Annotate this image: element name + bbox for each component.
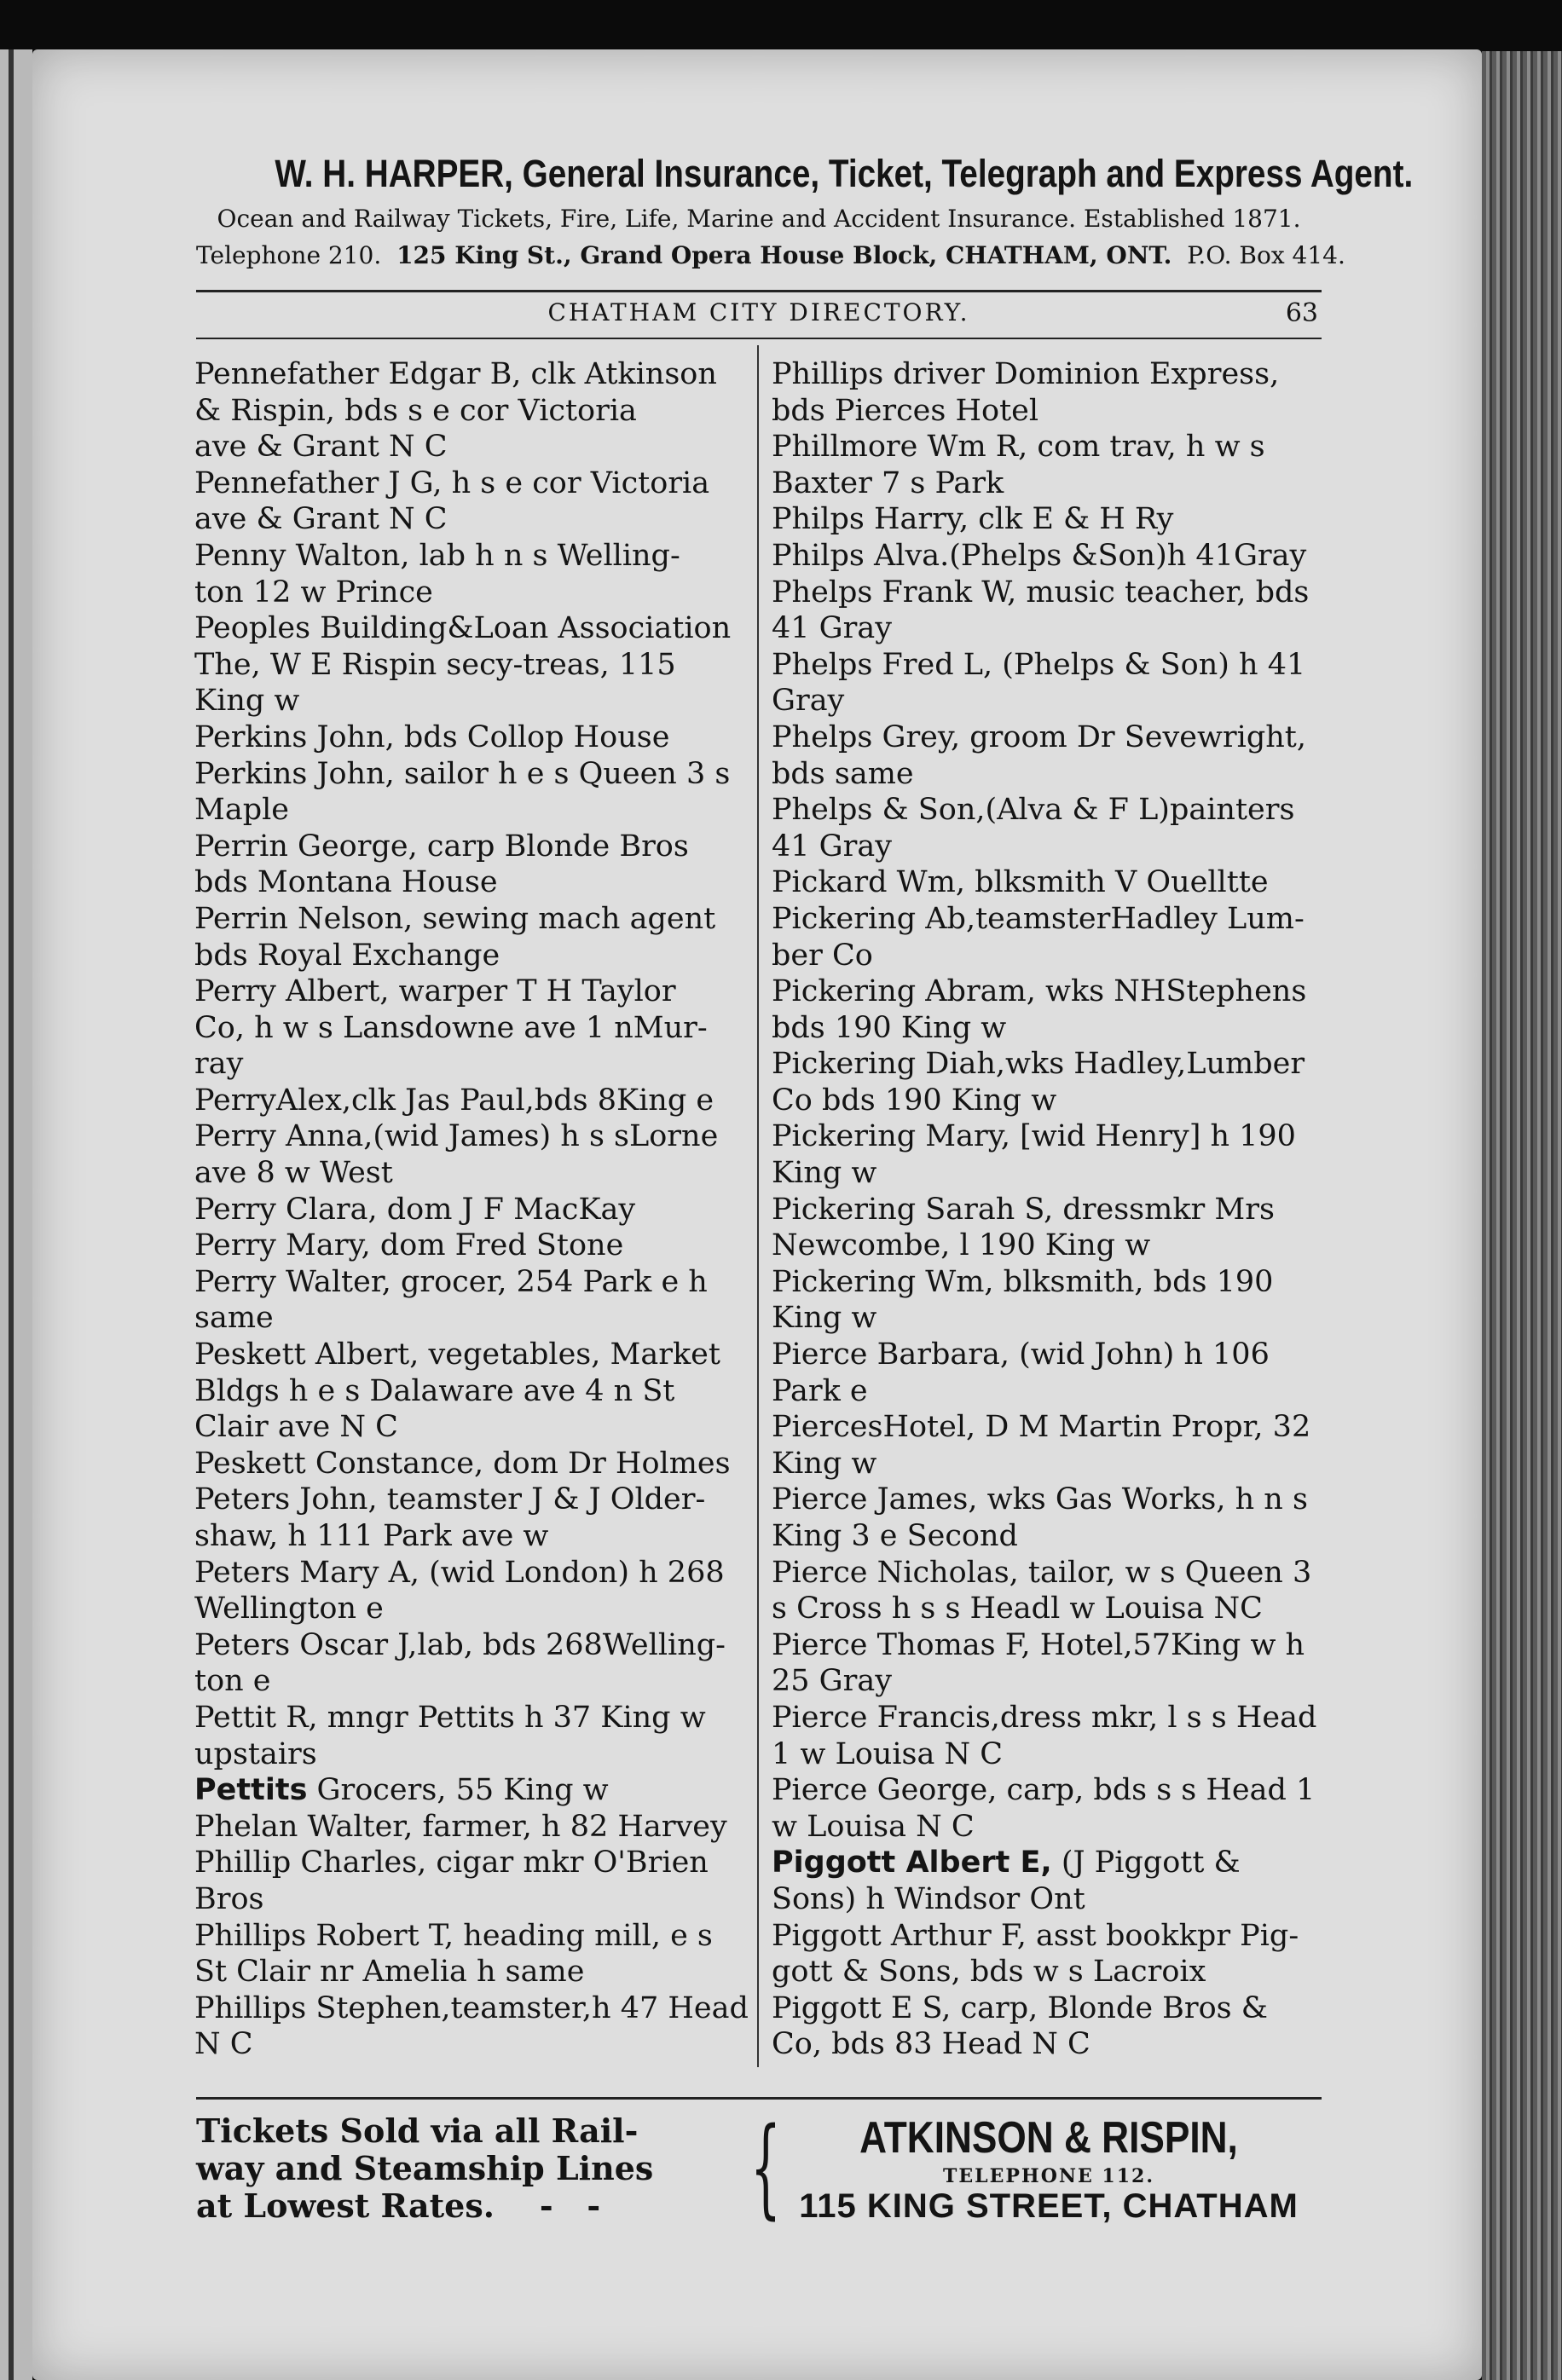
entry-continuation-line: & Rispin, bds s e cor Victoria (194, 393, 637, 428)
entry-line: Peskett Albert, vegetables, Market (194, 1337, 720, 1372)
entry-continuation-line: Wellington e (194, 1591, 384, 1626)
entry-line: Pierce Barbara, (wid John) h 106 (772, 1337, 1270, 1372)
entry-continuation-line: King w (772, 1446, 877, 1481)
directory-entry (772, 1046, 1326, 1118)
entry-continuation-line: ber Co (772, 938, 873, 973)
entry-continuation-line: Clair ave N C (194, 1410, 398, 1445)
entry-continuation-line: bds Pierces Hotel (772, 393, 1039, 428)
directory-entry (772, 864, 1326, 901)
directory-entry (194, 1264, 749, 1337)
directory-entry (772, 1627, 1326, 1700)
entry-continuation-line: ton e (194, 1664, 271, 1699)
entry-line: Philps Alva.(Phelps &Son)h 41Gray (772, 538, 1307, 573)
entry-line: Grocers, 55 King w (307, 1773, 609, 1808)
entry-continuation-line: bds same (772, 756, 914, 791)
directory-entry (772, 901, 1326, 973)
directory-entry (772, 1772, 1326, 1845)
entry-line: Perkins John, sailor h e s Queen 3 s (194, 756, 731, 791)
entry-line: Pettit R, mngr Pettits h 37 King w (194, 1700, 706, 1735)
directory-entry (194, 1228, 749, 1264)
entry-continuation-line: Bldgs h e s Dalaware ave 4 n St (194, 1373, 675, 1408)
entry-continuation-line: Co, bds 83 Head N C (772, 2027, 1091, 2062)
entry-line: Phelan Walter, farmer, h 82 Harvey (194, 1809, 727, 1844)
directory-entry (194, 901, 749, 973)
footer-ad-firm-name: ATKINSON & RISPIN, (859, 2113, 1238, 2163)
directory-entry (194, 756, 749, 829)
entry-continuation-line: Gray (772, 684, 845, 719)
page-stack-edge (1482, 51, 1562, 2380)
footer-ad-left-line1: Tickets Sold via all Rail- (196, 2111, 639, 2150)
directory-entry (772, 1409, 1326, 1482)
running-head-title: CHATHAM CITY DIRECTORY. (547, 298, 970, 326)
header-ad-line1: Ocean and Railway Tickets, Fire, Life, Marine and Accident Insurance. Established 1871. (217, 205, 1301, 233)
entry-line: Pickering Sarah S, dressmkr Mrs (772, 1192, 1275, 1227)
entry-continuation-line: Baxter 7 s Park (772, 465, 1004, 500)
entry-continuation-line: King w (772, 1301, 877, 1336)
entry-line: Pickering Ab,teamsterHadley Lum- (772, 901, 1305, 936)
entry-continuation-line: The, W E Rispin secy-treas, 115 (194, 647, 676, 682)
header-rule-bottom (196, 338, 1322, 339)
entry-line: Phillips Robert T, heading mill, e s (194, 1918, 713, 1953)
directory-entry (772, 538, 1326, 575)
footer-brace: { (750, 2105, 782, 2230)
directory-entry (194, 356, 749, 465)
entry-line: Pickering Wm, blksmith, bds 190 (772, 1264, 1274, 1299)
directory-entry (194, 829, 749, 901)
directory-entry (194, 1446, 749, 1482)
entry-line: Pickering Abram, wks NHStephens (772, 974, 1307, 1009)
entry-line: Phillmore Wm R, com trav, h w s (772, 430, 1265, 465)
directory-entry (194, 1118, 749, 1191)
directory-entry (772, 1700, 1326, 1772)
entry-continuation-line: King w (194, 684, 300, 719)
entry-line: Pierce George, carp, bds s s Head 1 (772, 1773, 1316, 1808)
directory-entry (194, 1918, 749, 1990)
directory-entry (194, 719, 749, 756)
entry-line: Perry Anna,(wid James) h s sLorne (194, 1119, 719, 1154)
directory-entry (194, 1482, 749, 1554)
entry-line: Pierce James, wks Gas Works, h n s (772, 1482, 1308, 1517)
directory-entry (194, 465, 749, 538)
directory-entry (772, 501, 1326, 538)
directory-entry (772, 1337, 1326, 1409)
directory-entry (194, 1845, 749, 1917)
directory-entry (772, 792, 1326, 864)
entry-line: Piggott E S, carp, Blonde Bros & (772, 1990, 1268, 2025)
entry-line: Peoples Building&Loan Association (194, 611, 732, 646)
entry-line: Perry Clara, dom J F MacKay (194, 1192, 636, 1227)
footer-ad-left (196, 2112, 750, 2225)
entry-line: Phillip Charles, cigar mkr O'Brien (194, 1846, 709, 1880)
entry-line: Perkins John, bds Collop House (194, 719, 670, 754)
entry-line: Phelps Fred L, (Phelps & Son) h 41 (772, 647, 1306, 682)
entry-continuation-line: bds Royal Exchange (194, 938, 500, 973)
entry-line: Perrin George, carp Blonde Bros (194, 829, 689, 864)
right-column (772, 356, 1326, 2063)
directory-entry (772, 1264, 1326, 1337)
directory-entry (194, 1627, 749, 1700)
page-number: 63 (1285, 298, 1318, 328)
entry-continuation-line: ave & Grant N C (194, 430, 448, 465)
entry-continuation-line: ton 12 w Prince (194, 575, 433, 609)
entry-line: PerryAlex,clk Jas Paul,bds 8King e (194, 1083, 714, 1118)
entry-continuation-line: 41 Gray (772, 611, 892, 646)
header-ad-telephone: Telephone 210. (196, 241, 382, 269)
entry-continuation-line: gott & Sons, bds w s Lacroix (772, 1955, 1206, 1990)
directory-entry (194, 1083, 749, 1119)
entry-continuation-line: Co, h w s Lansdowne ave 1 nMur- (194, 1010, 708, 1045)
directory-entry (194, 1809, 749, 1846)
entry-continuation-line: Maple (194, 793, 290, 828)
entry-line: Pennefather J G, h s e cor Victoria (194, 465, 710, 500)
entry-continuation-line: King 3 e Second (772, 1519, 1018, 1553)
entry-line: Peters John, teamster J & J Older- (194, 1482, 706, 1517)
entry-continuation-line: Park e (772, 1373, 868, 1408)
entry-line: Peskett Constance, dom Dr Holmes (194, 1446, 731, 1481)
entry-line: Pennefather Edgar B, clk Atkinson (194, 357, 717, 391)
entry-continuation-line: bds 190 King w (772, 1010, 1007, 1045)
entry-line: Perry Albert, warper T H Taylor (194, 974, 676, 1009)
directory-entry (194, 538, 749, 610)
entry-line: Pierce Francis,dress mkr, l s s Head (772, 1700, 1317, 1735)
directory-entry (194, 973, 749, 1083)
entry-continuation-line: ray (194, 1047, 244, 1082)
entry-name-bold: Pettits (194, 1773, 308, 1808)
entry-continuation-line: w Louisa N C (772, 1809, 975, 1844)
entry-continuation-line: 41 Gray (772, 829, 892, 864)
entry-line: Perrin Nelson, sewing mach agent (194, 901, 716, 936)
header-ad-address: 125 King St., Grand Opera House Block, CHATHAM, ONT. (396, 241, 1172, 269)
directory-entry (194, 1990, 749, 2063)
left-column (194, 356, 749, 2063)
entry-line: Phelps Frank W, music teacher, bds (772, 575, 1310, 609)
header-ad-title: W. H. HARPER, General Insurance, Ticket, Telegraph and Express Agent. (275, 152, 1414, 195)
header-advertisement (196, 152, 1414, 269)
directory-entry (772, 1482, 1326, 1554)
directory-entry (772, 1990, 1326, 2063)
entry-line: Pickard Wm, blksmith V Ouelltte (772, 865, 1269, 900)
footer-ad-right (776, 2112, 1322, 2226)
entry-line: Penny Walton, lab h n s Welling- (194, 538, 680, 573)
entry-line: Perry Walter, grocer, 254 Park e h (194, 1264, 708, 1299)
entry-continuation-line: s Cross h s s Headl w Louisa NC (772, 1591, 1263, 1626)
entry-line: Phillips Stephen,teamster,h 47 Head (194, 1990, 749, 2025)
page-binding-edge (0, 49, 32, 2380)
entry-continuation-line: N C (194, 2027, 253, 2062)
entry-continuation-line: King w (772, 1156, 877, 1191)
directory-entry (772, 1845, 1326, 1917)
entry-continuation-line: upstairs (194, 1736, 317, 1771)
entry-continuation-line: 1 w Louisa N C (772, 1736, 1004, 1771)
entry-line: Pickering Diah,wks Hadley,Lumber (772, 1047, 1305, 1082)
footer-ad-address: 115 KING STREET, CHATHAM (799, 2187, 1299, 2225)
header-ad-pobox: P.O. Box 414. (1187, 241, 1345, 269)
entry-line: Pickering Mary, [wid Henry] h 190 (772, 1119, 1296, 1154)
entry-continuation-line: Newcombe, l 190 King w (772, 1228, 1151, 1263)
running-head (196, 298, 1322, 332)
entry-line: Pierce Thomas F, Hotel,57King w h (772, 1627, 1305, 1662)
entry-continuation-line: Sons) h Windsor Ont (772, 1881, 1085, 1916)
entry-continuation-line: Bros (194, 1881, 264, 1916)
entry-continuation-line: 25 Gray (772, 1664, 892, 1699)
directory-entry (772, 356, 1326, 429)
directory-entry (194, 610, 749, 719)
footer-rule (196, 2097, 1322, 2100)
entry-line: Peters Oscar J,lab, bds 268Welling- (194, 1627, 726, 1662)
entry-name-bold: Piggott Albert E, (772, 1846, 1052, 1880)
directory-entry (194, 1337, 749, 1446)
entry-continuation-line: bds Montana House (194, 865, 498, 900)
directory-entry (772, 1192, 1326, 1264)
directory-entry (772, 1918, 1326, 1990)
entry-line: Pierce Nicholas, tailor, w s Queen 3 (772, 1555, 1312, 1590)
directory-entry (772, 647, 1326, 719)
entry-line: (J Piggott & (1051, 1846, 1241, 1880)
entry-line: Phillips driver Dominion Express, (772, 357, 1280, 391)
entry-continuation-line: St Clair nr Amelia h same (194, 1955, 585, 1990)
entry-continuation-line: ave 8 w West (194, 1156, 393, 1191)
entry-line: Philps Harry, clk E & H Ry (772, 502, 1174, 537)
directory-entry (772, 973, 1326, 1046)
entry-line: PiercesHotel, D M Martin Propr, 32 (772, 1410, 1311, 1445)
directory-entry (194, 1192, 749, 1228)
entry-line: Perry Mary, dom Fred Stone (194, 1228, 624, 1263)
column-divider (757, 345, 759, 2067)
directory-entry (194, 1700, 749, 1772)
directory-entry (194, 1555, 749, 1627)
header-ad-line2 (196, 241, 1345, 269)
entry-continuation-line: same (194, 1301, 274, 1336)
entry-line: Phelps Grey, groom Dr Sevewright, (772, 719, 1306, 754)
directory-entry (772, 719, 1326, 792)
directory-entry (772, 429, 1326, 501)
entry-continuation-line: Co bds 190 King w (772, 1083, 1057, 1118)
header-rule-top (196, 290, 1322, 292)
directory-entry (772, 1118, 1326, 1191)
directory-entry (772, 575, 1326, 647)
directory-entry (194, 1772, 749, 1809)
directory-entry (772, 1555, 1326, 1627)
entry-line: Peters Mary A, (wid London) h 268 (194, 1555, 725, 1590)
entry-continuation-line: ave & Grant N C (194, 502, 448, 537)
entry-line: Phelps & Son,(Alva & F L)painters (772, 793, 1295, 828)
footer-ad-left-line2: way and Steamship Lines (196, 2149, 654, 2187)
entry-continuation-line: shaw, h 111 Park ave w (194, 1519, 549, 1553)
footer-ad-left-line3: at Lowest Rates. - - (196, 2186, 601, 2225)
entry-line: Piggott Arthur F, asst bookkpr Pig- (772, 1918, 1299, 1953)
footer-ad-telephone: TELEPHONE 112. (943, 2165, 1154, 2187)
